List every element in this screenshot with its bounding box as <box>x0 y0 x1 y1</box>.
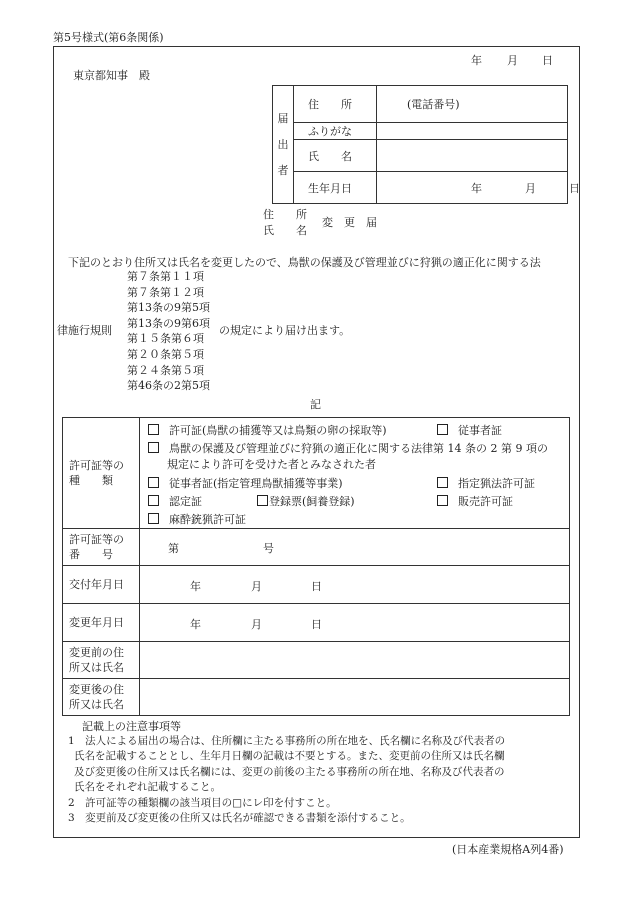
regulation-list <box>127 269 210 394</box>
title-suffix: 変 更 届 <box>322 216 377 229</box>
address-label: 住 所 <box>294 86 377 123</box>
change-date-field[interactable]: 年 月 日 <box>140 604 570 642</box>
checkbox[interactable] <box>148 442 159 453</box>
regulation-item: 第２０条第５項 <box>127 347 204 361</box>
title-address: 住 所 <box>263 208 307 221</box>
option-worker-cert-designated[interactable]: 従事者証(指定管理鳥獣捕獲等事業) <box>148 475 343 491</box>
option-deemed-permit-cont: 規定により許可を受けた者とみなされた者 <box>167 458 376 471</box>
regulation-item: 第13条の9第6項 <box>127 316 210 330</box>
regulation-prefix: 律施行規則 <box>57 324 112 337</box>
checkbox[interactable] <box>148 477 159 488</box>
regulation-item: 第７条第１２項 <box>127 285 204 299</box>
regulation-item: 第２４条第５項 <box>127 363 204 377</box>
birthdate-field[interactable]: 年 月 日 <box>377 172 568 204</box>
option-worker-cert[interactable]: 従事者証 <box>437 422 502 438</box>
option-tranquilizer[interactable]: 麻酔銃猟許可証 <box>148 511 246 527</box>
regulation-item: 第46条の2第5項 <box>127 379 210 393</box>
filer-table <box>272 85 580 204</box>
title-name: 氏 名 <box>263 224 307 237</box>
filer-group-label: 届 出 者 <box>273 86 294 204</box>
after-label: 変更後の住 所又は氏名 <box>63 679 140 716</box>
after-field[interactable] <box>140 679 570 716</box>
option-permit[interactable]: 許可証(鳥獣の捕獲等又は鳥類の卵の採取等) <box>148 422 387 438</box>
type-label: 許可証等の 種 類 <box>63 418 140 529</box>
regulation-item: 第７条第１１項 <box>127 270 204 283</box>
number-field[interactable]: 第 号 <box>140 529 570 566</box>
checkbox[interactable] <box>148 424 159 435</box>
option-deemed-permit[interactable]: 鳥獣の保護及び管理並びに狩猟の適正化に関する法律第 14 条の 2 第 9 項の <box>148 440 548 456</box>
notes-list <box>68 734 505 826</box>
note-line: 及び変更後の住所又は氏名欄には、変更の前後の主たる事務所の所在地、名称及び代表者の <box>74 765 505 778</box>
note-line: 2 許可証等の種類欄の該当項目の□にレ印を付すこと。 <box>68 796 337 809</box>
footer-standard: (日本産業規格A列4番) <box>452 843 564 856</box>
details-table <box>62 417 570 716</box>
note-line: 3 変更前及び変更後の住所又は氏名が確認できる書類を添付すること。 <box>68 812 411 825</box>
type-options <box>140 418 570 529</box>
furigana-field[interactable] <box>377 123 568 140</box>
issue-date-field[interactable]: 年 月 日 <box>140 566 570 604</box>
before-label: 変更前の住 所又は氏名 <box>63 642 140 679</box>
option-sales-permit[interactable]: 販売許可証 <box>437 493 513 509</box>
option-designated-method[interactable]: 指定猟法許可証 <box>437 475 535 491</box>
phone-label: (電話番号) <box>407 98 460 111</box>
header-day: 日 <box>542 54 553 67</box>
checkbox[interactable] <box>148 513 159 524</box>
regulation-item: 第13条の9第5項 <box>127 301 210 315</box>
checkbox[interactable] <box>257 495 268 506</box>
number-label: 許可証等の 番 号 <box>63 529 140 566</box>
furigana-label: ふりがな <box>294 123 377 140</box>
change-date-label: 変更年月日 <box>63 604 140 642</box>
option-registration[interactable]: 登録票(飼養登録) <box>257 493 355 509</box>
birthdate-label: 生年月日 <box>294 172 377 204</box>
checkbox[interactable] <box>437 424 448 435</box>
checkbox[interactable] <box>148 495 159 506</box>
header-month: 月 <box>507 54 518 67</box>
addressee: 東京都知事 殿 <box>73 69 150 82</box>
intro-line: 下記のとおり住所又は氏名を変更したので、鳥獣の保護及び管理並びに狩猟の適正化に関する法 <box>68 256 541 269</box>
regulation-item: 第１５条第６項 <box>127 332 204 346</box>
regulation-suffix: の規定により届け出ます。 <box>219 324 351 337</box>
issue-date-label: 交付年月日 <box>63 566 140 604</box>
note-line: 氏名を記載することとし、生年月日欄の記載は不要とする。また、変更前の住所又は氏名欄 <box>74 750 505 763</box>
checkbox[interactable] <box>437 495 448 506</box>
address-field[interactable] <box>377 86 568 123</box>
form-number: 第5号様式(第6条関係) <box>53 31 164 44</box>
before-field[interactable] <box>140 642 570 679</box>
note-line: 氏名をそれぞれ記載すること。 <box>74 781 221 794</box>
checkbox[interactable] <box>437 477 448 488</box>
notes-heading: 記載上の注意事項等 <box>82 720 181 733</box>
ki-marker: 記 <box>310 398 321 411</box>
name-field[interactable] <box>377 140 568 172</box>
note-line: 1 法人による届出の場合は、住所欄に主たる事務所の所在地を、氏名欄に名称及び代表者の <box>68 735 506 747</box>
name-label: 氏 名 <box>294 140 377 172</box>
header-year: 年 <box>471 54 482 67</box>
option-certificate[interactable]: 認定証 <box>148 493 202 509</box>
